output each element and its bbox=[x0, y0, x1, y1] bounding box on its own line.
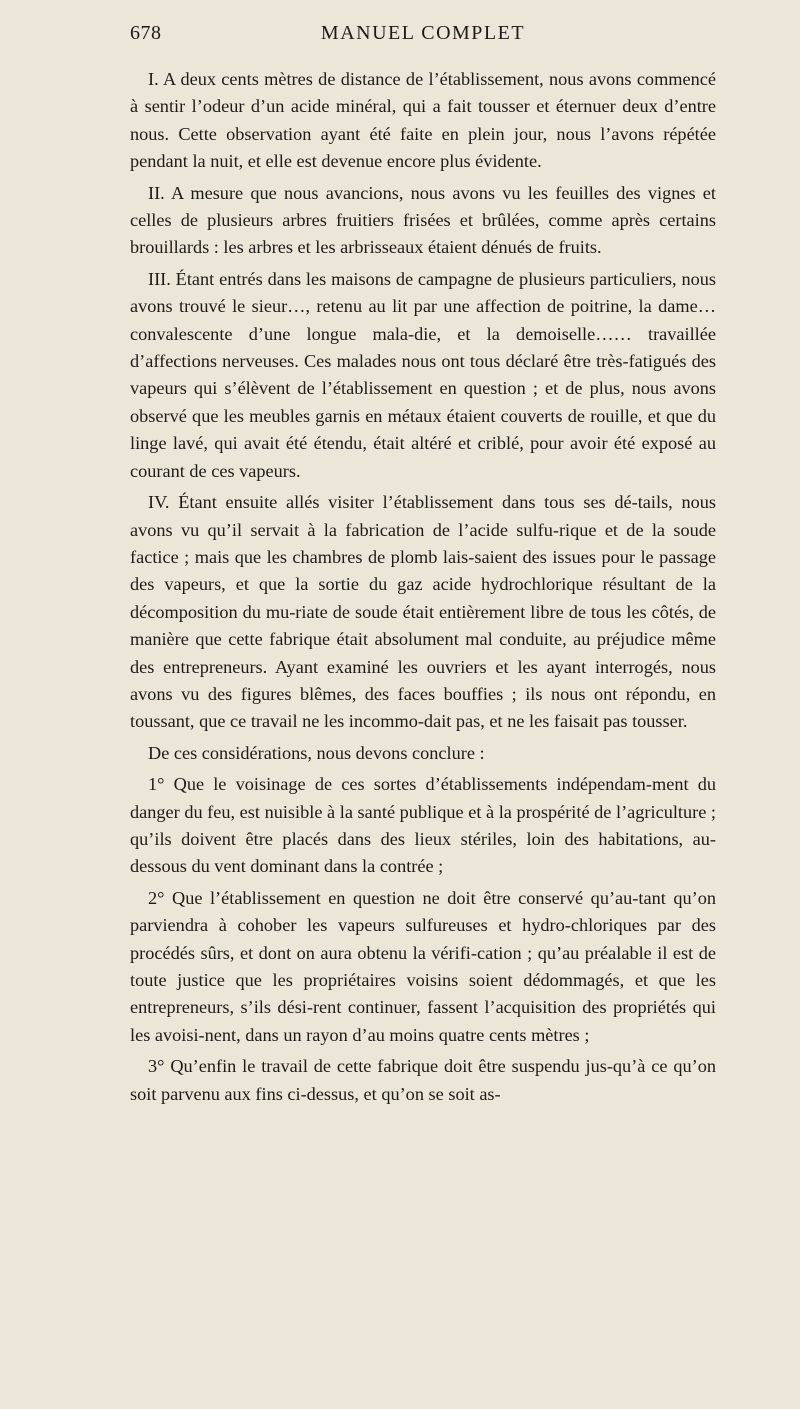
paragraph-observation-4: IV. Étant ensuite allés visiter l’établissement dans tous ses dé-tails, nous avons vu qu’il servait à la fabrication de l’acide sulfu-rique et de la soude factice ; mais que les chambres de plomb lais-saient des issues pour le passage des vapeurs, et que la sortie du gaz acide hydrochlorique résultant de la décomposition du mu-riate de soude était entièrement libre de tous les côtés, de manière que cette fabrique était absolument mal conduite, au préjudice même des entrepreneurs. Ayant examiné les ouvriers et les ayant interrogés, nous avons vu des figures blêmes, des faces bouffies ; ils nous ont répondu, en toussant, que ce travail ne les incommo-dait pas, et ne les faisait pas tousser. bbox=[130, 492, 716, 732]
paragraph-observation-3: III. Étant entrés dans les maisons de campagne de plusieurs particuliers, nous avons trouvé le sieur…, retenu au lit par une affection de poitrine, la dame… convalescente d’une longue mala-die, et la demoiselle…… travaillée d’affections nerveuses. Ces malades nous ont tous déclaré être très-fatigués des vapeurs qui s’élèvent de l’établissement en question ; et de plus, nous avons observé que les meubles garnis en métaux étaient couverts de rouille, et que du linge lavé, qui avait été étendu, était altéré et criblé, pour avoir été exposé au courant de ces vapeurs. bbox=[130, 268, 716, 481]
paragraph-conclusion-3: 3° Qu’enfin le travail de cette fabrique doit être suspendu jus-qu’à ce qu’on soit parvenu aux fins ci-dessus, et qu’on se soit as- bbox=[130, 1056, 716, 1104]
page-number: 678 bbox=[130, 22, 162, 44]
body-text bbox=[130, 66, 716, 1108]
page-header bbox=[130, 0, 716, 66]
paragraph-conclusion-intro: De ces considérations, nous devons conclure : bbox=[148, 742, 485, 763]
paragraph-observation-1: I. A deux cents mètres de distance de l’établissement, nous avons commencé à sentir l’odeur d’un acide minéral, qui a fait tousser et éternuer deux d’entre nous. Cette observation ayant été faite en plein jour, nous l’avons répétée pendant la nuit, et elle est devenue encore plus évidente. bbox=[130, 69, 716, 172]
paragraph-observation-2: II. A mesure que nous avancions, nous avons vu les feuilles des vignes et celles de plusieurs arbres fruitiers frisées et brûlées, comme après certains brouillards : les arbres et les arbrisseaux étaient dénués de fruits. bbox=[130, 182, 716, 258]
paragraph-conclusion-2: 2° Que l’établissement en question ne doit être conservé qu’au-tant qu’on parviendra à cohober les vapeurs sulfureuses et hydro-chloriques par des procédés sûrs, et dont on aura obtenu la vérifi-cation ; qu’au préalable il est de toute justice que les propriétaires voisins soient dédommagés, et que les entrepreneurs, s’ils dési-rent continuer, fassent l’acquisition des propriétés qui les avoisi-nent, dans un rayon d’au moins quatre cents mètres ; bbox=[130, 887, 716, 1045]
running-title: MANUEL COMPLET bbox=[320, 22, 526, 44]
paragraph-conclusion-1: 1° Que le voisinage de ces sortes d’établissements indépendam-ment du danger du feu, est nuisible à la santé publique et à la prospérité de l’agriculture ; qu’ils doivent être placés dans des lieux stériles, loin des habitations, au-dessous du vent dominant dans la contrée ; bbox=[130, 774, 716, 877]
